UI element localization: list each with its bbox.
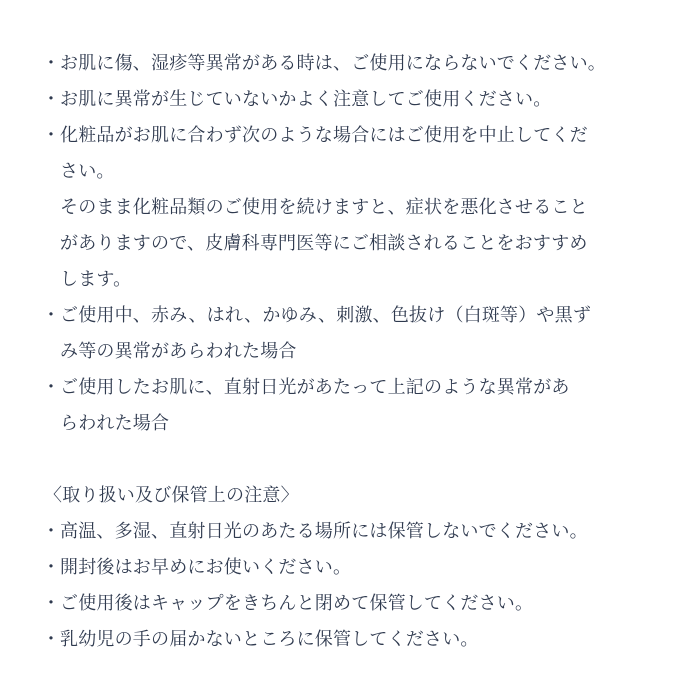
list-item-text-continued: そのまま化粧品類のご使用を続けますと、症状を悪化させること	[60, 197, 588, 218]
list-item-line	[36, 82, 696, 118]
list-item	[36, 550, 696, 586]
list-item-text-continued: さい。	[60, 161, 115, 182]
list-item	[36, 82, 696, 118]
list-item	[36, 118, 696, 298]
list-item	[36, 514, 696, 550]
list-item-text: 化粧品がお肌に合わず次のような場合にはご使用を中止してくだ	[60, 125, 588, 146]
list-item	[36, 370, 696, 442]
list-item	[36, 622, 696, 658]
list-item-text: ご使用したお肌に、直射日光があたって上記のような異常があ	[60, 377, 570, 398]
list-item-text-continued: します。	[60, 269, 132, 290]
bullet-mark: ・	[42, 125, 61, 146]
bullet-mark: ・	[42, 629, 61, 650]
list-item-line	[36, 298, 696, 334]
list-item	[36, 586, 696, 622]
list-item-line	[36, 622, 696, 658]
bullet-mark: ・	[42, 305, 61, 326]
list-item-text-continued: み等の異常があらわれた場合	[60, 341, 297, 362]
list-item-line	[36, 370, 696, 406]
list-item-text: 開封後はお早めにお使いください。	[60, 557, 352, 578]
list-item-line	[36, 118, 696, 154]
list-item-line	[36, 514, 696, 550]
list-item-line	[36, 586, 696, 622]
usage-precautions-list	[36, 46, 696, 442]
list-item	[36, 298, 696, 370]
list-item-text-continued: らわれた場合	[60, 413, 170, 434]
section-heading: 〈取り扱い及び保管上の注意〉	[44, 485, 299, 506]
list-item	[36, 46, 696, 82]
bullet-mark: ・	[42, 521, 61, 542]
list-item-text-continued: がありますので、皮膚科専門医等にご相談されることをおすすめ	[60, 233, 588, 254]
list-item-text: ご使用後はキャップをきちんと閉めて保管してください。	[60, 593, 534, 614]
list-item-text: お肌に傷、湿疹等異常がある時は、ご使用にならないでください。	[60, 53, 606, 74]
list-item-text: 乳幼児の手の届かないところに保管してください。	[60, 629, 479, 650]
bullet-mark: ・	[42, 557, 61, 578]
list-item-line	[36, 550, 696, 586]
handling-storage-section	[36, 478, 696, 658]
list-item-text: お肌に異常が生じていないかよく注意してご使用ください。	[60, 89, 552, 110]
bullet-mark: ・	[42, 593, 61, 614]
bullet-mark: ・	[42, 377, 61, 398]
list-item-line	[36, 46, 696, 82]
bullet-mark: ・	[42, 53, 61, 74]
list-item-text: 高温、多湿、直射日光のあたる場所には保管しないでください。	[60, 521, 588, 542]
section-spacer	[36, 442, 696, 478]
list-item-text: ご使用中、赤み、はれ、かゆみ、刺激、色抜け（白斑等）や黒ず	[60, 305, 592, 326]
bullet-mark: ・	[42, 89, 61, 110]
precautions-document	[36, 46, 696, 658]
